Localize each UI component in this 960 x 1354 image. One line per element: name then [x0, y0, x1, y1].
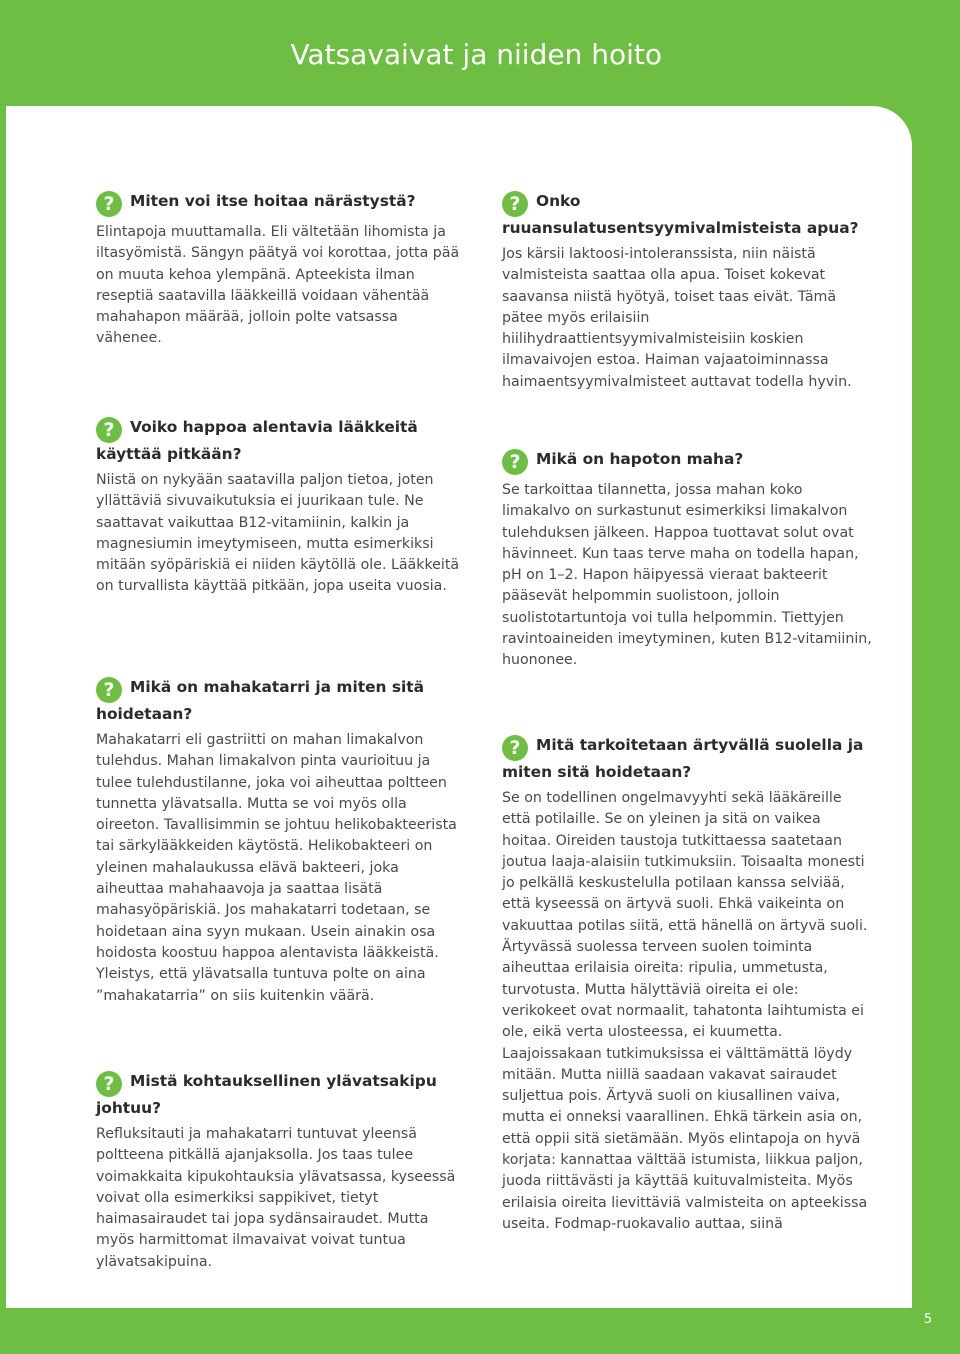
section-heartburn — [96, 190, 468, 350]
section-question: Miten voi itse hoitaa närästystä? — [130, 192, 416, 210]
question-icon: ? — [96, 677, 122, 703]
section-question: Voiko happoa alentavia lääkkeitä käyttää pitkään? — [96, 418, 418, 463]
section-heading — [96, 190, 468, 217]
section-question: Mitä tarkoitetaan ärtyvällä suolella ja miten sitä hoidetaan? — [502, 736, 864, 781]
section-body: Se on todellinen ongelmavyyhti sekä lääkäreille että potilaille. Se on yleinen ja sitä on vaikea hoitaa. Oireiden taustoja tutkittaessa saatetaan joutua laaja-alaisiin tutkimuksiin. Toisaalta monesti jo pelkällä keskustelulla potilaan kanssa selviää, että kyseessä on ärtyvä suoli. Ehkä vaikeinta on vakuuttaa potilas siitä, että hänellä on ärtyvä suoli. Ärtyvässä suolessa terveen suolen toiminta aiheuttaa erilaisia oireita: ripulia, ummetusta, turvotusta. Mutta hälyttäviä oireita ei ole: verikokeet ovat normaalit, tahatonta laihtumista ei ole, eikä verta ulosteessa, ei kuumetta. Laajoissakaan tutkimuksissa ei välttämättä löydy mitään. Mutta niillä saadaan vakavat sairaudet suljettua pois. Ärtyvä suoli on kiusallinen vaiva, mutta ei onneksi vaarallinen. Ehkä tärkein asia on, että oppii sitä sietämään. Myös elintapoja on hyvä korjata: kannattaa välttää istumista, liikkua paljon, juoda riittävästi ja käyttää kuituvalmisteita. Myös erilaisia oireita lievittäviä valmisteita on apteekissa useita. Fodmap-ruokavalio auttaa, siinä — [502, 790, 868, 1232]
page-number: 5 — [923, 1312, 933, 1327]
section-question: Mistä kohtauksellinen ylävatsakipu johtuu? — [96, 1072, 437, 1117]
section-body: Refluksitauti ja mahakatarri tuntuvat yleensä poltteena pitkällä ajanjaksolla. Jos taas tulee voimakkaita kipukohtauksia ylävatsassa, kyseessä voivat olla esimerkiksi sappikivet, tietyt haimasairaudet tai jopa sydänsairaudet. Mutta myös harmittomat ilmavaivat voivat tuntua ylävatsakipuina. — [96, 1126, 456, 1270]
section-body: Elintapoja muuttamalla. Eli vältetään lihomista ja iltasyömistä. Sängyn päätyä voi korottaa, jotta pää on muuta kehoa ylempänä. Apteekista ilman reseptiä saatavilla lääkkeillä voidaan vähentää mahahapon määrää, jolloin polte vatsassa vähenee. — [96, 224, 460, 347]
section-acid-medication — [96, 416, 468, 598]
section-question: Mikä on mahakatarri ja miten sitä hoidetaan? — [96, 678, 425, 723]
section-heading — [502, 734, 874, 783]
section-heading — [502, 448, 874, 475]
question-icon: ? — [502, 191, 528, 217]
section-enzyme-supplements — [502, 190, 874, 393]
section-body: Niistä on nykyään saatavilla paljon tietoa, joten yllättäviä sivuvaikutuksia ei juurikaan tule. Ne saattavat vaikuttaa B12-vitamiinin, kalkin ja magnesiumin imeytymiseen, mutta esimerkiksi mitään syöpäriskiä ei niiden käytöllä ole. Lääkkeitä on turvallista käyttää pitkään, jopa useita vuosia. — [96, 472, 460, 595]
section-question: Onko ruuansulatusentsyymivalmisteista apua? — [502, 192, 859, 237]
section-body: Mahakatarri eli gastriitti on mahan limakalvon tulehdus. Mahan limakalvon pinta vaurioituu ja tulee tulehdustilanne, joka voi aiheuttaa poltteen tunnetta ylävatsalla. Mutta se voi myös olla oireeton. Tavallisimmin se johtuu helikobakteerista tai särkylääkkeiden käytöstä. Helikobakteeri on yleinen mahalaukussa elävä bakteeri, joka aiheuttaa mahahaavoja ja saattaa lisätä mahasyöpäriskiä. Jos mahakatarri todetaan, se hoidetaan aina syyn mukaan. Usein ainakin osa hoidosta koostuu happoa alentavista lääkkeistä. Yleistys, että ylävatsalla tuntuva polte on aina ”mahakatarria” on siis kuitenkin väärä. — [96, 732, 457, 1004]
section-heading — [96, 416, 468, 465]
question-icon: ? — [96, 1071, 122, 1097]
section-heading — [502, 190, 874, 239]
section-gastritis — [96, 676, 468, 1007]
section-irritable-bowel — [502, 734, 874, 1235]
section-question: Mikä on hapoton maha? — [536, 450, 744, 468]
section-body: Jos kärsii laktoosi-intoleranssista, niin näistä valmisteista saattaa olla apua. Toiset kokevat saavansa niistä hyötyä, toiset taas eivät. Tämä pätee myös erilaisiin hiilihydraattientsyymivalmisteisiin koskien ilmavaivojen estoa. Haiman vajaatoiminnassa haimaentsyymivalmisteet auttavat todella hyvin. — [502, 246, 852, 390]
question-icon: ? — [96, 417, 122, 443]
question-icon: ? — [96, 191, 122, 217]
section-upper-abdominal-pain — [96, 1070, 468, 1273]
question-icon: ? — [502, 449, 528, 475]
header-bar — [0, 0, 960, 106]
section-achlorhydria — [502, 448, 874, 672]
section-body: Se tarkoittaa tilannetta, jossa mahan koko limakalvo on surkastunut esimerkiksi limakalvon tulehduksen jälkeen. Happoa tuottavat solut ovat hävinneet. Kun taas terve maha on todella hapan, pH on 1–2. Hapon häipyessä vieraat bakteerit pääsevät helpommin suolistoon, jolloin suolistotartuntoja voi tulla helpommin. Tiettyjen ravintoaineiden imeytyminen, kuten B12-vitamiinin, huononee. — [502, 482, 872, 669]
section-heading — [96, 1070, 468, 1119]
section-heading — [96, 676, 468, 725]
page-title: Vatsavaivat ja niiden hoito — [290, 38, 662, 71]
question-icon: ? — [502, 735, 528, 761]
